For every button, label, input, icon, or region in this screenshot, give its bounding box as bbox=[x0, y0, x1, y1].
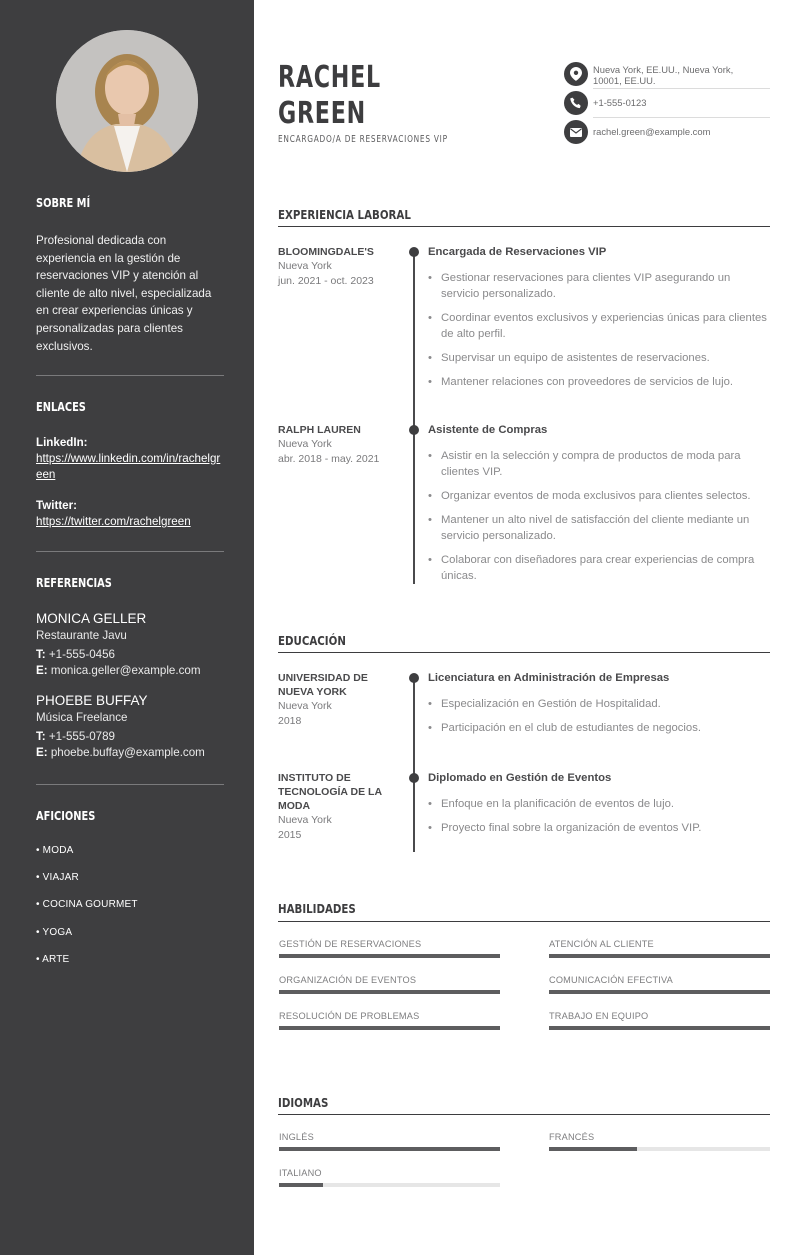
skill-fill bbox=[279, 1026, 500, 1030]
skill-label: TRABAJO EN EQUIPO bbox=[549, 1011, 649, 1021]
hobby-item: • VIAJAR bbox=[36, 872, 79, 884]
skill-bar bbox=[279, 954, 500, 958]
references-title: REFERENCIAS bbox=[36, 576, 112, 590]
skill-bar bbox=[549, 1026, 770, 1030]
skill-fill bbox=[549, 954, 770, 958]
education-detail bbox=[428, 771, 770, 844]
experience-meta bbox=[278, 245, 398, 288]
org-name: RALPH LAUREN bbox=[278, 424, 361, 436]
language-fill bbox=[549, 1147, 637, 1151]
linkedin-link[interactable]: https://www.linkedin.com/in/rachelgreen bbox=[36, 452, 221, 481]
bullet-item: • Mantener relaciones con proveedores de servicios de lujo. bbox=[428, 374, 770, 390]
email-label: E: bbox=[36, 664, 48, 677]
contact-email bbox=[564, 120, 770, 144]
skill-label: ORGANIZACIÓN DE EVENTOS bbox=[279, 975, 417, 985]
reference-phone bbox=[36, 729, 224, 745]
link-label: LinkedIn: bbox=[36, 436, 88, 449]
role-title: Encargada de Reservaciones VIP bbox=[428, 246, 607, 258]
skill-fill bbox=[549, 990, 770, 994]
hobby-item: • ARTE bbox=[36, 953, 70, 965]
link-label: Twitter: bbox=[36, 499, 78, 512]
envelope-icon bbox=[564, 120, 588, 144]
education-meta bbox=[278, 671, 393, 728]
link-twitter bbox=[36, 498, 224, 530]
org-name: BLOOMINGDALE'S bbox=[278, 246, 374, 258]
skill-label: RESOLUCIÓN DE PROBLEMAS bbox=[279, 1011, 420, 1021]
skill-item bbox=[549, 938, 770, 958]
bullet-list bbox=[428, 696, 770, 736]
experience-title: EXPERIENCIA LABORAL bbox=[278, 207, 411, 222]
phone-value: +1-555-0456 bbox=[48, 648, 115, 661]
section-rule bbox=[278, 226, 770, 227]
phone-text: +1-555-0123 bbox=[593, 97, 647, 108]
links-title: ENLACES bbox=[36, 400, 86, 414]
reference-company: Restaurante Javu bbox=[36, 629, 127, 642]
language-fill bbox=[279, 1183, 323, 1187]
location-pin-icon bbox=[564, 62, 588, 86]
role-title: Asistente de Compras bbox=[428, 424, 548, 436]
email-text[interactable]: rachel.green@example.com bbox=[593, 126, 711, 137]
reference-name: PHOEBE BUFFAY bbox=[36, 693, 148, 708]
contact-divider bbox=[593, 88, 770, 89]
phone-value: +1-555-0789 bbox=[48, 730, 115, 743]
timeline-dot bbox=[409, 673, 419, 683]
skills-title: HABILIDADES bbox=[278, 901, 356, 916]
school-dates: 2015 bbox=[278, 828, 302, 841]
skill-item bbox=[279, 1010, 500, 1030]
section-rule bbox=[278, 1114, 770, 1115]
skill-item bbox=[279, 938, 500, 958]
school-dates: 2018 bbox=[278, 714, 302, 727]
school-name: UNIVERSIDAD DE NUEVA YORK bbox=[278, 672, 368, 698]
email-value: phoebe.buffay@example.com bbox=[50, 746, 205, 759]
profile-photo-icon bbox=[56, 30, 198, 172]
reference-item bbox=[36, 692, 224, 761]
skill-bar bbox=[549, 954, 770, 958]
bullet-item: • Enfoque en la planificación de eventos de lujo. bbox=[428, 796, 770, 812]
hobbies-section bbox=[36, 809, 224, 823]
skill-label: COMUNICACIÓN EFECTIVA bbox=[549, 975, 673, 985]
skill-fill bbox=[279, 990, 500, 994]
hobby-item: • MODA bbox=[36, 845, 74, 856]
hobbies-list bbox=[36, 844, 224, 980]
degree-title: Diplomado en Gestión de Eventos bbox=[428, 772, 612, 784]
skill-fill bbox=[549, 1026, 770, 1030]
references-section bbox=[36, 576, 224, 590]
job-title: ENCARGADO/A DE RESERVACIONES VIP bbox=[278, 134, 448, 145]
skill-label: GESTIÓN DE RESERVACIONES bbox=[279, 939, 422, 949]
sidebar-divider bbox=[36, 375, 224, 376]
contact-divider bbox=[593, 117, 770, 118]
skill-bar bbox=[279, 990, 500, 994]
reference-company: Música Freelance bbox=[36, 711, 128, 724]
org-location: Nueva York bbox=[278, 438, 332, 450]
twitter-link[interactable]: https://twitter.com/rachelgreen bbox=[36, 515, 191, 528]
reference-phone bbox=[36, 647, 224, 663]
bullet-item: • Asistir en la selección y compra de productos de moda para clientes VIP. bbox=[428, 448, 770, 480]
skill-item bbox=[549, 974, 770, 994]
experience-timeline bbox=[413, 252, 415, 584]
experience-meta bbox=[278, 423, 398, 466]
bullet-item: • Supervisar un equipo de asistentes de reservaciones. bbox=[428, 350, 770, 366]
hobby-item: • COCINA GOURMET bbox=[36, 899, 138, 911]
language-label: FRANCÉS bbox=[549, 1132, 595, 1142]
hobby-item: • YOGA bbox=[36, 926, 73, 938]
avatar bbox=[56, 30, 198, 172]
school-name: INSTITUTO DE TECNOLOGÍA DE LA MODA bbox=[278, 772, 382, 812]
bullet-item: • Colaborar con diseñadores para crear experiencias de compra únicas. bbox=[428, 552, 770, 584]
language-item bbox=[549, 1131, 770, 1151]
bullet-list bbox=[428, 796, 770, 836]
education-meta bbox=[278, 771, 393, 842]
reference-item bbox=[36, 610, 224, 679]
languages-title: IDIOMAS bbox=[278, 1095, 329, 1110]
skill-label: ATENCIÓN AL CLIENTE bbox=[549, 939, 654, 949]
hobbies-title: AFICIONES bbox=[36, 809, 96, 823]
about-body bbox=[36, 232, 224, 355]
org-dates: abr. 2018 - may. 2021 bbox=[278, 452, 380, 465]
bullet-list bbox=[428, 448, 770, 584]
email-value: monica.geller@example.com bbox=[50, 664, 201, 677]
reference-email bbox=[36, 663, 224, 679]
email-label: E: bbox=[36, 746, 48, 759]
language-label: ITALIANO bbox=[279, 1168, 322, 1178]
language-label: INGLÉS bbox=[279, 1132, 314, 1142]
bullet-item: • Participación en el club de estudiantes de negocios. bbox=[428, 720, 770, 736]
section-rule bbox=[278, 921, 770, 922]
reference-email bbox=[36, 745, 224, 761]
education-title: EDUCACIÓN bbox=[278, 633, 346, 648]
experience-detail bbox=[428, 245, 770, 398]
org-location: Nueva York bbox=[278, 260, 332, 272]
section-rule bbox=[278, 652, 770, 653]
bullet-list bbox=[428, 270, 770, 390]
name-last: GREEN bbox=[278, 96, 366, 131]
timeline-dot bbox=[409, 773, 419, 783]
experience-detail bbox=[428, 423, 770, 592]
skill-item bbox=[279, 974, 500, 994]
bullet-item: • Mantener un alto nivel de satisfacción del cliente mediante un servicio personalizado. bbox=[428, 512, 770, 544]
language-bar bbox=[549, 1147, 770, 1151]
contact-phone bbox=[564, 91, 770, 115]
bullet-item: • Proyecto final sobre la organización de eventos VIP. bbox=[428, 820, 770, 836]
about-section bbox=[36, 196, 224, 210]
education-timeline bbox=[413, 678, 415, 852]
org-dates: jun. 2021 - oct. 2023 bbox=[278, 274, 374, 287]
about-text: Profesional dedicada con experiencia en la gestión de reservaciones VIP y atención al cliente de alto nivel, especializada en crear experiencias únicas y personalizadas para clientes exclusivos. bbox=[36, 234, 212, 353]
skill-item bbox=[549, 1010, 770, 1030]
degree-title: Licenciatura en Administración de Empresas bbox=[428, 672, 670, 684]
sidebar-divider bbox=[36, 784, 224, 785]
bullet-item: • Organizar eventos de moda exclusivos para clientes selectos. bbox=[428, 488, 770, 504]
person-name bbox=[278, 60, 381, 132]
school-location: Nueva York bbox=[278, 700, 332, 712]
school-location: Nueva York bbox=[278, 814, 332, 826]
skill-fill bbox=[279, 954, 500, 958]
language-bar bbox=[279, 1147, 500, 1151]
sidebar-divider bbox=[36, 551, 224, 552]
about-title: SOBRE MÍ bbox=[36, 196, 91, 210]
address-text: Nueva York, EE.UU., Nueva York, 10001, EE.UU. bbox=[593, 64, 734, 86]
contact-address bbox=[564, 62, 770, 86]
name-first: RACHEL bbox=[278, 60, 381, 95]
bullet-item: • Coordinar eventos exclusivos y experiencias únicas para clientes de alto perfil. bbox=[428, 310, 770, 342]
phone-label: T: bbox=[36, 648, 46, 661]
link-linkedin bbox=[36, 435, 224, 483]
timeline-dot bbox=[409, 247, 419, 257]
language-item bbox=[279, 1167, 500, 1187]
education-detail bbox=[428, 671, 770, 744]
links-section bbox=[36, 400, 224, 414]
language-fill bbox=[279, 1147, 500, 1151]
skill-bar bbox=[279, 1026, 500, 1030]
bullet-item: • Gestionar reservaciones para clientes VIP asegurando un servicio personalizado. bbox=[428, 270, 770, 302]
phone-icon bbox=[564, 91, 588, 115]
bullet-item: • Especialización en Gestión de Hospitalidad. bbox=[428, 696, 770, 712]
phone-label: T: bbox=[36, 730, 46, 743]
timeline-dot bbox=[409, 425, 419, 435]
reference-name: MONICA GELLER bbox=[36, 611, 147, 626]
skill-bar bbox=[549, 990, 770, 994]
language-bar bbox=[279, 1183, 500, 1187]
language-item bbox=[279, 1131, 500, 1151]
